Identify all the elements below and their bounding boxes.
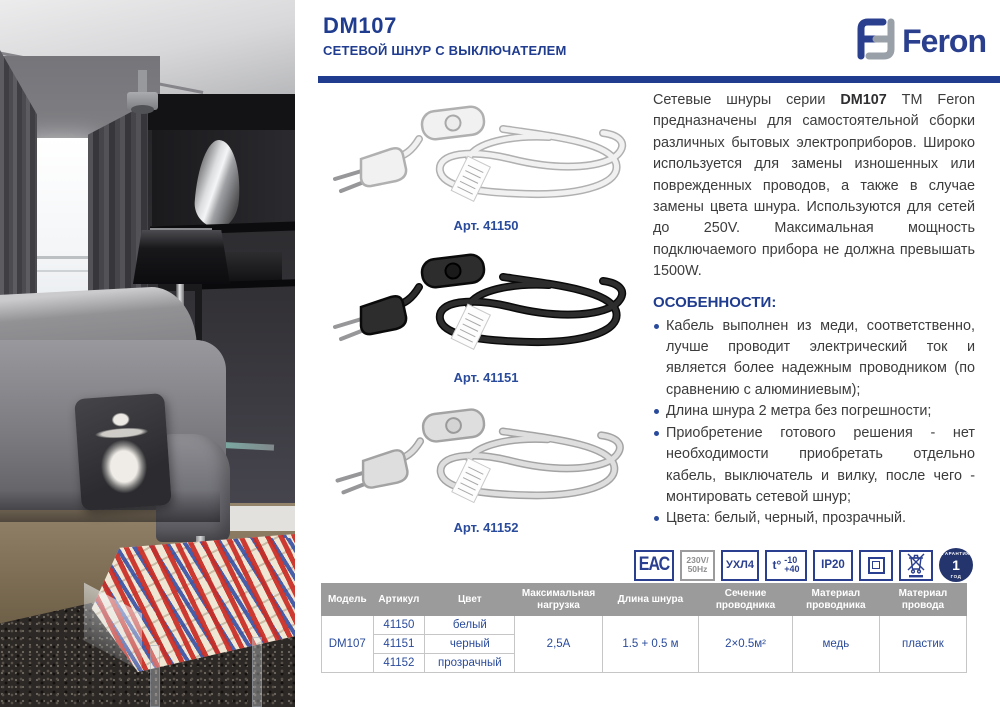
product-caption-41150: Арт. 41150 — [453, 218, 519, 233]
photo-soffit — [148, 94, 295, 130]
product-caption-41152: Арт. 41152 — [453, 520, 519, 535]
col-max-load: Максимальная нагрузка — [515, 584, 602, 616]
plug-body — [361, 148, 406, 186]
white-cord-icon — [319, 92, 653, 214]
photo-pillow-print — [74, 393, 172, 511]
feature-item: Цвета: белый, черный, прозрачный. — [653, 508, 975, 529]
cell-article: 41151 — [373, 635, 425, 654]
cell-color: белый — [425, 616, 515, 635]
product-image-41151 — [319, 238, 653, 364]
brand-name: Feron — [902, 23, 986, 59]
col-conductor: Материал проводника — [792, 584, 879, 616]
brand-logo — [856, 17, 986, 66]
text-column — [653, 90, 975, 530]
photo-table-leg — [150, 645, 160, 707]
spec-table-header-row — [322, 584, 967, 616]
cell-article: 41150 — [373, 616, 425, 635]
product-image-41152 — [319, 396, 653, 514]
feron-monogram-icon — [856, 17, 896, 66]
page-title: DM107 — [323, 13, 397, 38]
photo-lamp-shade — [133, 230, 230, 284]
col-color: Цвет — [425, 584, 515, 616]
temperature-range-icon: t° -10 +40 — [765, 550, 807, 581]
features-list — [653, 316, 975, 530]
warranty-1-year-icon: ГАРАНТИЯ 1 ГОД — [939, 548, 973, 582]
photo-pillow — [74, 393, 172, 511]
table-row — [322, 616, 967, 635]
spec-table — [321, 583, 967, 673]
datasheet — [295, 0, 1000, 707]
col-section: Сечение проводника — [699, 584, 793, 616]
cell-article: 41152 — [373, 654, 425, 673]
inline-switch — [422, 408, 486, 443]
feature-item: Кабель выполнен из меди, соответственно, лучше проводит электрический ток и является более надежным проводником (по сравнению с алюминиевым); — [653, 316, 975, 402]
feature-item: Приобретение готового решения - нет необходимости приобретать отдельно кабель, выключатель и вилку, после чего - монтировать сетевой шнур; — [653, 423, 975, 509]
photo-table-leg — [252, 637, 262, 707]
plug-body — [363, 450, 407, 487]
cell-length: 1.5 + 0.5 м — [602, 616, 699, 673]
col-material: Материал провода — [879, 584, 966, 616]
feature-item: Длина шнура 2 метра без погрешности; — [653, 401, 975, 422]
black-cord-icon — [319, 238, 653, 364]
inline-switch — [421, 105, 486, 140]
col-model: Модель — [322, 584, 374, 616]
cell-color: черный — [425, 635, 515, 654]
cell-conductor: медь — [792, 616, 879, 673]
product-description — [653, 90, 975, 283]
cell-model: DM107 — [322, 616, 374, 673]
description-part2: ТМ Feron предназначены для самостоятельной сборки различных бытовых электроприборов. Широко используется для замены изношенных или поврежденных проводов, а также в случае замены цвета шнура. Используются для сетей до 250V. Максимальная мощность подключаемого прибора не должна превышать 1500W. — [653, 92, 975, 280]
description-part1: Сетевые шнуры серии — [653, 92, 841, 108]
cell-material: пластик — [879, 616, 966, 673]
col-article: Артикул — [373, 584, 425, 616]
header-divider — [318, 76, 1000, 83]
inline-switch — [421, 253, 486, 288]
cell-section: 2×0.5м² — [699, 616, 793, 673]
cell-max-load: 2,5А — [515, 616, 602, 673]
photo-spotlight-lens — [131, 105, 154, 114]
cell-color: прозрачный — [425, 654, 515, 673]
features-heading: ОСОБЕННОСТИ: — [653, 293, 777, 311]
eac-mark-icon: ЕАС — [634, 550, 674, 581]
certification-icons — [638, 547, 973, 583]
product-caption-41151: Арт. 41151 — [453, 370, 519, 385]
protection-class-ii-icon — [859, 550, 893, 581]
weee-bin-icon — [899, 550, 933, 581]
photo-shelf-box — [224, 252, 282, 282]
ip-rating-icon: IP20 — [813, 550, 853, 581]
climate-rating-icon: УХЛ4 — [721, 550, 759, 581]
description-model-bold: DM107 — [840, 92, 887, 108]
col-length: Длина шнура — [602, 584, 699, 616]
transparent-cord-icon — [319, 396, 653, 514]
plug-body — [361, 296, 406, 334]
living-room-photo — [0, 0, 295, 707]
voltage-rating-icon: 230V/ 50Hz — [680, 550, 715, 581]
product-image-41150 — [319, 92, 653, 214]
page-subtitle: СЕТЕВОЙ ШНУР С ВЫКЛЮЧАТЕЛЕМ — [323, 43, 567, 58]
